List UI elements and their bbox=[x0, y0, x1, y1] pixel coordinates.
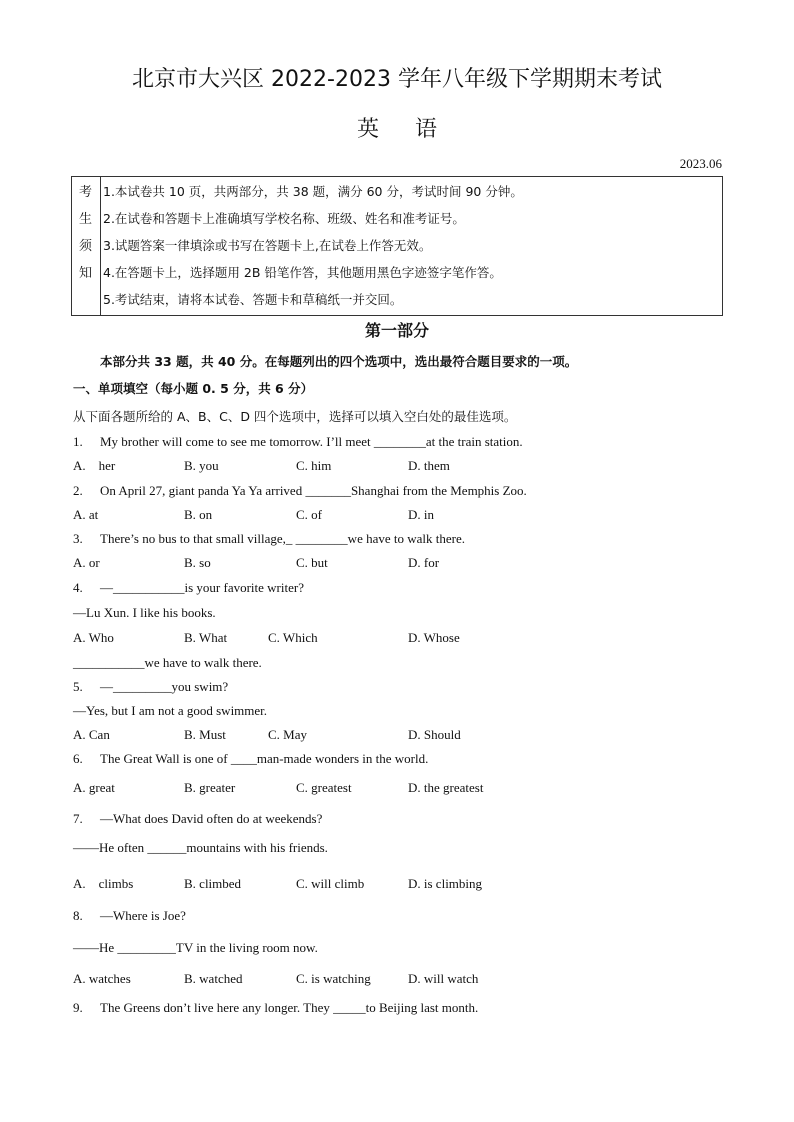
option-c: C. of bbox=[296, 507, 322, 522]
section-instruction: 从下面各题所给的 A、B、C、D 四个选项中，选择可以填入空白处的最佳选项。 bbox=[73, 409, 517, 424]
option-b: B. What bbox=[184, 630, 228, 645]
notice-rule: 4.在答题卡上，选择题用 2B 铅笔作答，其他题用黑色字迹签字笔作答。 bbox=[103, 265, 502, 280]
question-text: My brother will come to see me tomorrow. I’ll meet ________at the train station. bbox=[100, 434, 523, 449]
question-number: 4. bbox=[73, 580, 83, 595]
subject-title: 英语 bbox=[356, 117, 473, 142]
option-d: D. is climbing bbox=[408, 876, 483, 891]
question-text: The Great Wall is one of ____man-made wonders in the world. bbox=[100, 751, 429, 766]
option-c: C. Which bbox=[268, 630, 318, 645]
question-number: 5. bbox=[73, 679, 83, 694]
question-dialogue-line: —Yes, but I am not a good swimmer. bbox=[73, 703, 268, 718]
stray-text-line: ___________we have to walk there. bbox=[73, 655, 262, 670]
question-text: —Where is Joe? bbox=[100, 908, 186, 923]
option-c: C. him bbox=[296, 458, 332, 473]
option-c: C. greatest bbox=[296, 780, 352, 795]
question-number: 1. bbox=[73, 434, 83, 449]
question-dialogue-line: ——He _________TV in the living room now. bbox=[73, 940, 318, 955]
option-d: D. them bbox=[408, 458, 450, 473]
notice-rule: 5.考试结束，请将本试卷、答题卡和草稿纸一并交回。 bbox=[103, 292, 403, 307]
option-a: A. her bbox=[73, 458, 116, 473]
notice-rule: 1.本试卷共 10 页，共两部分，共 38 题，满分 60 分，考试时间 90 分钟。 bbox=[103, 184, 523, 199]
option-d: D. will watch bbox=[408, 971, 479, 986]
exam-title: 北京市大兴区 2022-2023 学年八年级下学期期末考试 bbox=[132, 67, 662, 92]
option-d: D. for bbox=[408, 555, 440, 570]
question-text: —What does David often do at weekends? bbox=[100, 811, 323, 826]
question-text: On April 27, giant panda Ya Ya arrived _______Shanghai from the Memphis Zoo. bbox=[100, 483, 527, 498]
question-number: 9. bbox=[73, 1000, 83, 1015]
notice-side-char: 考 bbox=[79, 185, 93, 200]
option-b: B. climbed bbox=[184, 876, 242, 891]
option-b: B. on bbox=[184, 507, 213, 522]
option-a: A. climbs bbox=[73, 876, 134, 891]
notice-rule: 2.在试卷和答题卡上准确填写学校名称、班级、姓名和准考证号。 bbox=[103, 211, 465, 226]
question-text: There’s no bus to that small village,_ ________we have to walk there. bbox=[100, 531, 465, 546]
option-b: B. so bbox=[184, 555, 211, 570]
option-d: D. in bbox=[408, 507, 434, 522]
option-b: B. Must bbox=[184, 727, 226, 742]
exam-date: 2023.06 bbox=[679, 156, 722, 171]
notice-side-char: 须 bbox=[79, 239, 93, 254]
notice-side-char: 生 bbox=[79, 212, 93, 227]
option-a: A. at bbox=[73, 507, 99, 522]
notice-rule: 3.试题答案一律填涂或书写在答题卡上,在试卷上作答无效。 bbox=[103, 238, 432, 253]
question-text: The Greens don’t live here any longer. They _____to Beijing last month. bbox=[100, 1000, 479, 1015]
question-number: 3. bbox=[73, 531, 83, 546]
option-d: D. Should bbox=[408, 727, 461, 742]
option-a: A. or bbox=[73, 555, 100, 570]
option-a: A. great bbox=[73, 780, 115, 795]
part-intro: 本部分共 33 题，共 40 分。在每题列出的四个选项中，选出最符合题目要求的一项。 bbox=[100, 354, 578, 369]
question-number: 7. bbox=[73, 811, 83, 826]
option-d: D. Whose bbox=[408, 630, 460, 645]
section-title: 一、单项填空（每小题 0. 5 分，共 6 分） bbox=[73, 381, 314, 396]
option-a: A. watches bbox=[73, 971, 131, 986]
part-title: 第一部分 bbox=[364, 321, 429, 340]
option-c: C. is watching bbox=[296, 971, 371, 986]
question-number: 8. bbox=[73, 908, 83, 923]
question-dialogue-line: —Lu Xun. I like his books. bbox=[73, 605, 216, 620]
option-a: A. Can bbox=[73, 727, 110, 742]
question-dialogue-line: ——He often ______mountains with his friends. bbox=[73, 840, 328, 855]
option-c: C. May bbox=[268, 727, 307, 742]
option-c: C. will climb bbox=[296, 876, 365, 891]
question-number: 6. bbox=[73, 751, 83, 766]
option-d: D. the greatest bbox=[408, 780, 484, 795]
question-text: —___________is your favorite writer? bbox=[100, 580, 304, 595]
option-a: A. Who bbox=[73, 630, 114, 645]
option-c: C. but bbox=[296, 555, 328, 570]
option-b: B. watched bbox=[184, 971, 243, 986]
option-b: B. greater bbox=[184, 780, 236, 795]
notice-side-label bbox=[72, 177, 101, 315]
question-text: —_________you swim? bbox=[100, 679, 229, 694]
option-b: B. you bbox=[184, 458, 219, 473]
notice-side-char: 知 bbox=[79, 266, 93, 281]
question-number: 2. bbox=[73, 483, 83, 498]
candidate-notice-box bbox=[71, 176, 723, 316]
